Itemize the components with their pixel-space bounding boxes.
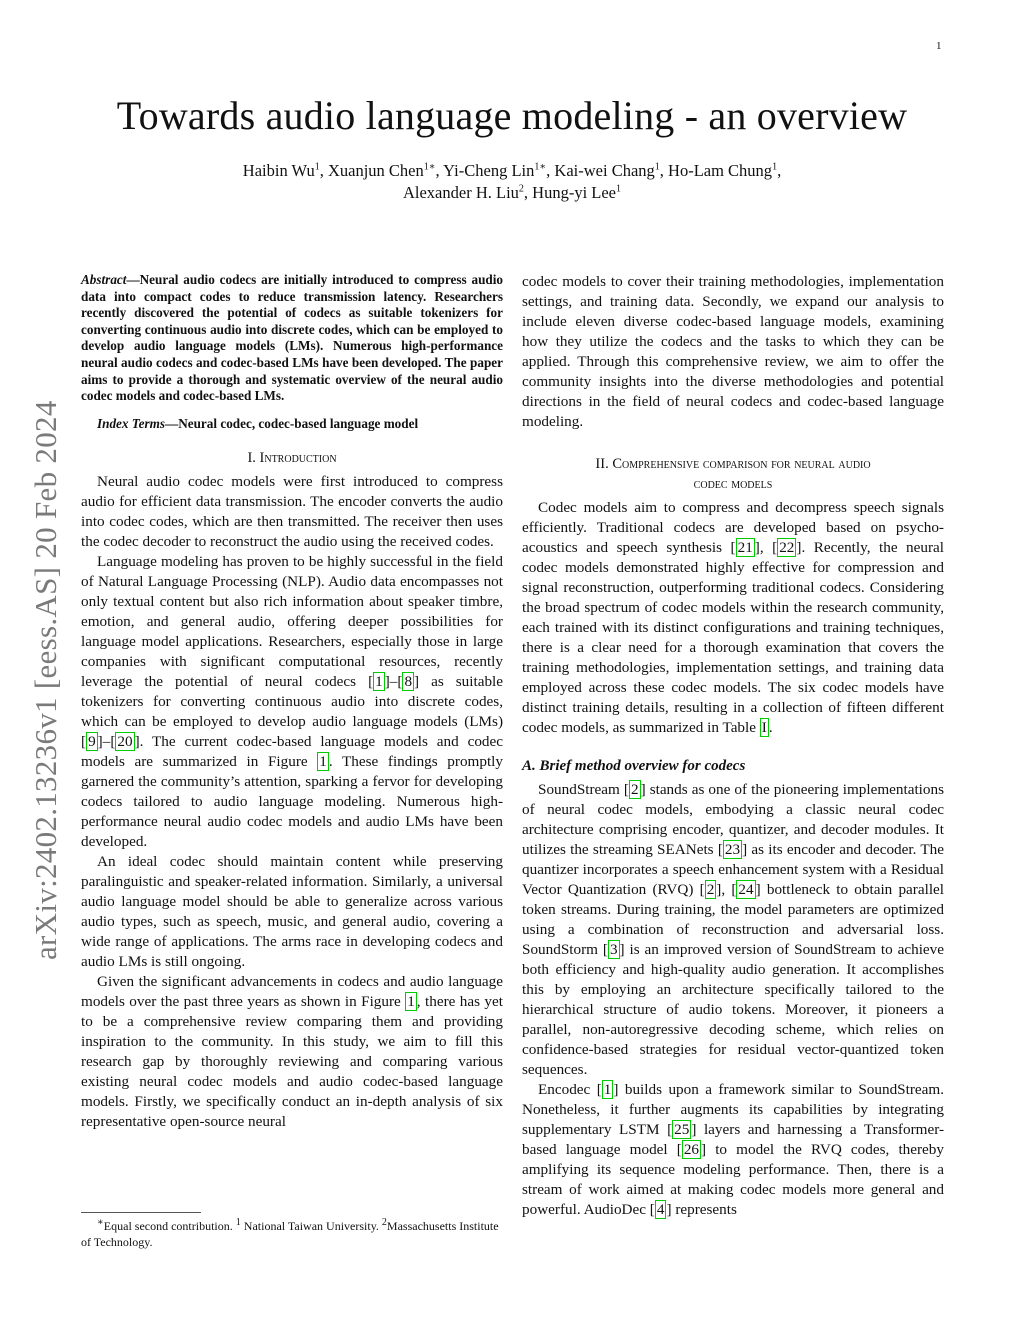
citation-link[interactable]: 8: [404, 672, 413, 690]
comparison-paragraph-1: Codec models aim to compress and decompress speech signals efficiently. Traditional codecs are developed based on psycho-acoustics and speech synthesis [ 21 ], [ 22 ]. Recently, the neural codec models demonstrated highly effective for compression and signal reconstruction, outperforming traditional codecs. Considering the broad spectrum of codec models within the research community, each trained with its distinct configurations and training techniques, there is a clear need for a thorough examination that covers the training methodologies, implementation settings, and training data employed across these codec models. The six codec models have distinct training details, resulting in a collection of fifteen different codec models, as summarized in Table I .: [522, 499, 944, 736]
paper-title: Towards audio language modeling - an overview: [116, 93, 908, 138]
footnote-mark: ∗: [97, 1217, 104, 1228]
paragraph-text: . The current codec-based language models and codec models are summarized in Figure: [81, 732, 503, 770]
paragraph-text: . Recently, the neural codec models demonstrated highly effective for compression and signal reconstruction, outperforming traditional codecs. Considering the broad spectrum of codec models within the research community, each trained with its distinct configurations and training techniques, there is a clear need for a thorough examination that covers the training methodologies, implementation settings, and training data employed across these codec models. The six codec models have distinct training details, resulting in a collection of fifteen different codec models, as summarized in Table: [522, 539, 944, 736]
method-paragraph-soundstream: SoundStream [ 2 ] stands as one of the pioneering implementations of neural codec models, embodying a classic neural codec architecture comprising encoder, quantizer, and decoder modules. It utilizes the streaming SEANets [ 23 ] as its encoder and decoder. The quantizer incorporates a speech enhancement system with a Residual Vector Quantization (RVQ) [ 2 ], [ 24 ] bottleneck to obtain parallel token streams. During training, the model parameters are optimized using a combination of reconstruction and adversarial loss. SoundStorm [ 3 ] is an improved version of SoundStream to achieve both efficiency and high-quality audio generation. It accomplishes this by employing an architecture specifically tailored to the hierarchical structure of audio tokens. Moreover, it pioneers a parallel, non-autoregressive decoding scheme, which relies on confidence-based strategies for residual vector-quantized token sequences.: [522, 781, 944, 1078]
method-paragraph-encodec: Encodec [ 1 ] builds upon a framework similar to SoundStream. Nonetheless, it further augments its capabilities by integrating supplementary LSTM [ 25 ] layers and harnessing a Transformer-based language model [ 26 ] to model the RVQ codes, thereby amplifying its sequence modeling performance. Then, there is a stream of work aimed at making codec models more general and powerful. AudioDec [ 4 ] represents: [522, 1081, 945, 1218]
intro-paragraph-1: Neural audio codec models were first introduced to compress audio for efficient data transmission. The encoder converts the audio into codec codes, which are then transmitted. The receiver then uses the codec decoder to reconstruct the audio using the received codes.: [81, 472, 503, 550]
citation-link[interactable]: 4: [656, 1201, 665, 1218]
right-column: [522, 272, 944, 1220]
intro-paragraph-4: [81, 972, 503, 1132]
citation-link[interactable]: 21: [737, 539, 753, 556]
intro-paragraph-4-continued: codec models to cover their training methodologies, implementation settings, and training data. Secondly, we expand our analysis to include eleven diverse codec-based language models, examining how they utilize the codecs and the tasks to which they can be applied. Through this comprehensive review, we aim to offer the community insights into the diverse methodologies and potential directions in the field of neural codecs and codec-based language modeling.: [522, 273, 944, 430]
section-heading-line: codec models: [693, 476, 773, 492]
section-heading-line: II. Comprehensive comparison for neural audio: [595, 456, 871, 472]
arxiv-identifier-stamp: arXiv:2402.13236v1 [eess.AS] 20 Feb 2024: [28, 400, 63, 960]
citation-link[interactable]: 26: [683, 1141, 700, 1158]
index-terms: [97, 415, 503, 432]
citation-link[interactable]: 22: [779, 539, 795, 556]
intro-paragraph-2: Language modeling has proven to be highly successful in the field of Natural Language Processing (NLP). Audio data encompasses not only textual content but also rich information about speaker timbre, emotion, and general audio, offering deeper possibilities for language model applications. Researchers, especially those in large companies with significant computational resources, recently leverage the potential of neural codecs [ 1 ]–[ 8 ] as suitable tokenizers for converting continuous audio into discrete codes, which can be employed to develop audio language models (LMs) [ 9 ]–[ 20 ]. The current codec-based language models and codec models are summarized in Figure 1 . These findings promptly garnered the community’s attention, sparking a fervor for developing codecs tailored to audio language modeling. Numerous high-performance neural audio codec models and audio LMs have been developed.: [81, 552, 504, 850]
citation-separator: ,: [759, 539, 773, 556]
author-affiliation-mark: 1∗: [534, 161, 547, 173]
index-terms-text: —Neural codec, codec-based language model: [165, 415, 419, 431]
paragraph-text: .: [768, 719, 773, 736]
author-affiliation-mark: 1: [772, 161, 778, 173]
author-line-2: Alexander H. Liu$^2$, Hung-yi Lee$^1$: [402, 183, 622, 202]
citation-link[interactable]: 20: [117, 732, 133, 750]
section-heading-introduction: I. Introduction: [247, 449, 337, 466]
subsection-heading-method-overview: A. Brief method overview for codecs: [522, 758, 746, 774]
paragraph-text: bottleneck to obtain parallel token streams. During training, the model parameters are optimized using a combination of reconstruction and adversarial loss. SoundStorm: [522, 881, 944, 958]
author-affiliation-mark: 1∗: [423, 161, 436, 173]
author-name: Ho-Lam Chung: [668, 161, 773, 180]
paragraph-text: builds upon a framework similar to SoundStream. Nonetheless, it further augments its capabilities by integrating supplementary LSTM: [522, 1081, 944, 1138]
author-affiliation-mark: 2: [518, 183, 524, 195]
citation-link[interactable]: 1: [603, 1081, 612, 1098]
table-link[interactable]: I: [761, 719, 767, 736]
author-name: Haibin Wu: [242, 161, 315, 180]
range-dash: –: [102, 732, 111, 750]
footnote-mark: 1: [235, 1217, 241, 1228]
paragraph-text: layers and harnessing a Transformer-based language model: [522, 1121, 945, 1158]
paragraph-text: , there has yet to be a comprehensive review comparing them and providing inspiration to the community. In this study, we aim to fill this research gap by thoroughly reviewing and comparing various existing neural codec models and audio codec-based language models. Firstly, we specifically conduct an in-depth analysis of six representative open-source neural: [81, 992, 503, 1130]
footnote-text: Equal second contribution.: [103, 1219, 236, 1233]
citation-link[interactable]: 23: [724, 841, 741, 858]
footnote-text: Massachusetts Institute of Technology.: [81, 1219, 499, 1249]
citation-link[interactable]: 24: [738, 881, 754, 898]
author-affiliation-mark: 1: [314, 161, 320, 173]
author-name: Yi-Cheng Lin: [443, 161, 535, 180]
paragraph-text: stands as one of the pioneering implementations of neural codec models, embodying a classic neural codec architecture comprising encoder, quantizer, and decoder modules. It utilizes the streaming SEANets: [522, 781, 944, 858]
page-number: 1: [936, 40, 942, 52]
abstract: [81, 272, 503, 405]
footnote-divider: [81, 1212, 201, 1213]
author-list: [150, 160, 874, 204]
range-dash: –: [389, 672, 398, 690]
author-affiliation-mark: 1: [616, 183, 622, 195]
citation-link[interactable]: 9: [88, 732, 96, 750]
paragraph-text: is an improved version of SoundStream to achieve both efficiency and high-quality audio generation. It accomplishes this by employing an architecture specifically tailored to the hierarchical structure of audio tokens. Moreover, it pioneers a parallel, non-autoregressive decoding scheme, which relies on confidence-based strategies for residual vector-quantized token sequences.: [522, 941, 944, 1078]
abstract-text: —Neural audio codecs are initially introduced to compress audio data into compact codes to reduce transmission latency. Researchers recently discovered the potential of codecs as suitable tokenizers for converting continuous audio into discrete codes, which can be employed to develop audio language models (LMs). Numerous high-performance neural audio codecs and codec-based LMs have been developed. The paper aims to provide a thorough and systematic overview of the neural audio codec models and codec-based LMs.: [81, 272, 503, 404]
abstract-label: Abstract: [81, 272, 127, 287]
figure-link[interactable]: 1: [319, 752, 327, 770]
intro-paragraph-3: An ideal codec should maintain content while preserving paralinguistic and speaker-related information. Similarly, a universal audio language model should be able to generalize across various audio types, such as speech, music, and general audio, covering a wide range of applications. The arms race in developing codecs and audio LMs is still ongoing.: [81, 852, 503, 970]
author-line-1: Haibin Wu$^1$, Xuanjun Chen$^{1∗}$, Yi-Cheng Lin$^{1∗}$, Kai-wei Chang$^1$, Ho-Lam Chung$^1$,: [242, 161, 782, 180]
citation-link[interactable]: 1: [375, 672, 383, 690]
paragraph-text: Codec models aim to compress and decompress speech signals efficiently. Traditional codecs are developed based on psycho-acoustics and speech synthesis: [522, 499, 944, 556]
figure-link[interactable]: 1: [407, 992, 415, 1010]
paragraph-text: to model the RVQ codes, thereby amplifying its sequence modeling performance. Then, there is a stream of work aimed at making codec models more general and powerful. AudioDec: [522, 1141, 944, 1218]
citation-separator: ,: [721, 881, 732, 898]
citation-link[interactable]: 3: [609, 941, 618, 958]
paragraph-text: represents: [671, 1201, 737, 1218]
paragraph-text: Language modeling has proven to be highly successful in the field of Natural Language Processing (NLP). Audio data encompasses not only textual content but also rich information about speaker timbre, emotion, and general audio, offering deeper possibilities for language model applications. Researchers, especially those in large companies with significant computational resources, recently leverage the potential of neural codecs: [81, 552, 503, 690]
footnote-text: National Taiwan University.: [240, 1219, 382, 1233]
left-column: [81, 272, 503, 1132]
citation-link[interactable]: 2: [706, 881, 715, 898]
paragraph-text: as its encoder and decoder. The quantizer incorporates a speech enhancement system with a Residual Vector Quantization (RVQ): [522, 841, 944, 898]
paragraph-text: . These findings promptly garnered the community’s attention, sparking a fervor for developing codecs tailored to audio language modeling. Numerous high-performance neural audio codec models and audio LMs have been developed.: [81, 752, 503, 850]
citation-link[interactable]: 2: [630, 781, 639, 798]
index-terms-label: Index Terms: [97, 415, 166, 431]
citation-link[interactable]: 25: [674, 1121, 690, 1138]
author-name: Hung-yi Lee: [532, 183, 617, 202]
author-name: Alexander H. Liu: [402, 183, 519, 202]
paragraph-text: SoundStream: [538, 781, 624, 798]
footnote: [81, 1218, 503, 1250]
author-name: Xuanjun Chen: [327, 161, 424, 180]
paragraph-text: Given the significant advancements in codecs and audio language models over the past three years as shown in Figure: [81, 972, 503, 1010]
author-affiliation-mark: 1: [654, 161, 660, 173]
author-name: Kai-wei Chang: [554, 161, 655, 180]
footnote-mark: 2: [381, 1217, 387, 1228]
section-heading-comparison: [522, 454, 944, 494]
paragraph-text: Encodec: [538, 1081, 597, 1098]
paragraph-text: as suitable tokenizers for converting continuous audio into discrete codes, which can be employed to develop audio language models (LMs): [81, 672, 504, 730]
